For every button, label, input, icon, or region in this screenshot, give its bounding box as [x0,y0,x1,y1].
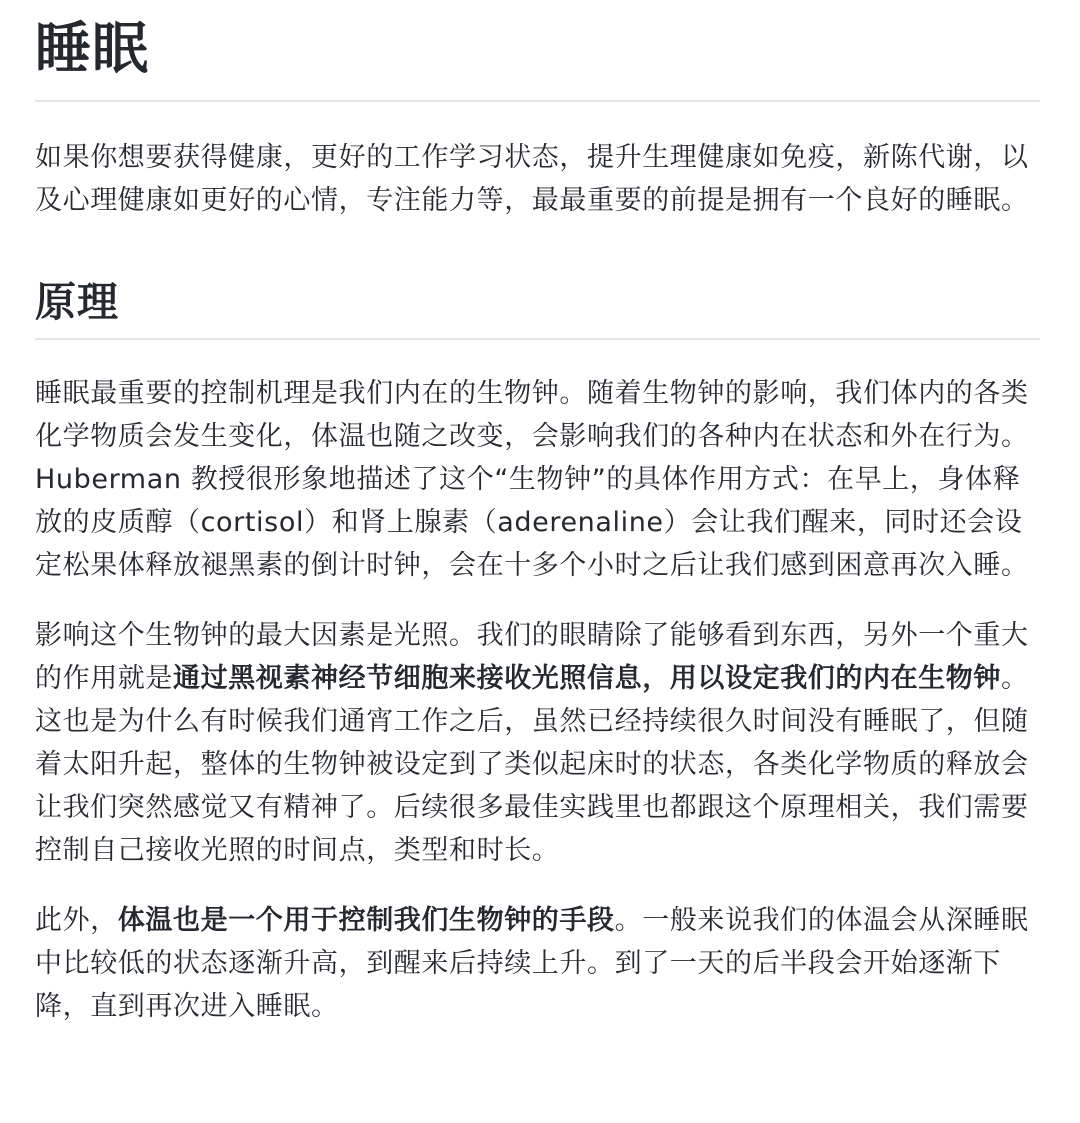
paragraph-temperature-bold: 体温也是一个用于控制我们生物钟的手段 [117,905,615,936]
page-title: 睡眠 [35,17,149,82]
section-divider [35,338,1040,340]
paragraph-light-text-after: 。这也是为什么有时候我们通宵工作之后，虽然已经持续很久时间没有睡眠了，但随着太阳升起，整体的生物钟被设定到了类似起床时的状态，各类化学物质的释放会让我们突然感觉又有精神了。后续很多最佳实践里也都跟这个原理相关，我们需要控制自己接收光照的时间点，类型和时长。 [35,663,1029,866]
section-heading-principle: 原理 [35,278,119,326]
paragraph-light-text-before: 影响这个生物钟的最大因素是光照。我们的眼睛除了能够看到东西，另外一个重大的作用就是 [35,620,1029,694]
intro-paragraph: 如果你想要获得健康，更好的工作学习状态，提升生理健康如免疫，新陈代谢，以及心理健康如更好的心情，专注能力等，最最重要的前提是拥有一个良好的睡眠。 [35,142,1029,216]
paragraph-temperature-text-before: 此外， [35,905,118,936]
paragraph-circadian-clock: 睡眠最重要的控制机理是我们内在的生物钟。随着生物钟的影响，我们体内的各类化学物质会发生变化，体温也随之改变，会影响我们的各种内在状态和外在行为。Huberman 教授很形象地描述了这个“生物钟”的具体作用方式：在早上，身体释放的皮质醇（cortisol）和肾上腺素（aderenaline）会让我们醒来，同时还会设定松果体释放褪黑素的倒计时钟，会在十多个小时之后让我们感到困意再次入睡。 [35,378,1029,581]
paragraph-light [35,614,1040,872]
title-divider [35,100,1040,102]
paragraph-light-bold: 通过黑视素神经节细胞来接收光照信息，用以设定我们的内在生物钟 [173,663,1001,694]
paragraph-body-temperature [35,899,1040,1028]
paragraph-temperature-text-after: 。一般来说我们的体温会从深睡眠中比较低的状态逐渐升高，到醒来后持续上升。到了一天的后半段会开始逐渐下降，直到再次进入睡眠。 [35,905,1029,1022]
